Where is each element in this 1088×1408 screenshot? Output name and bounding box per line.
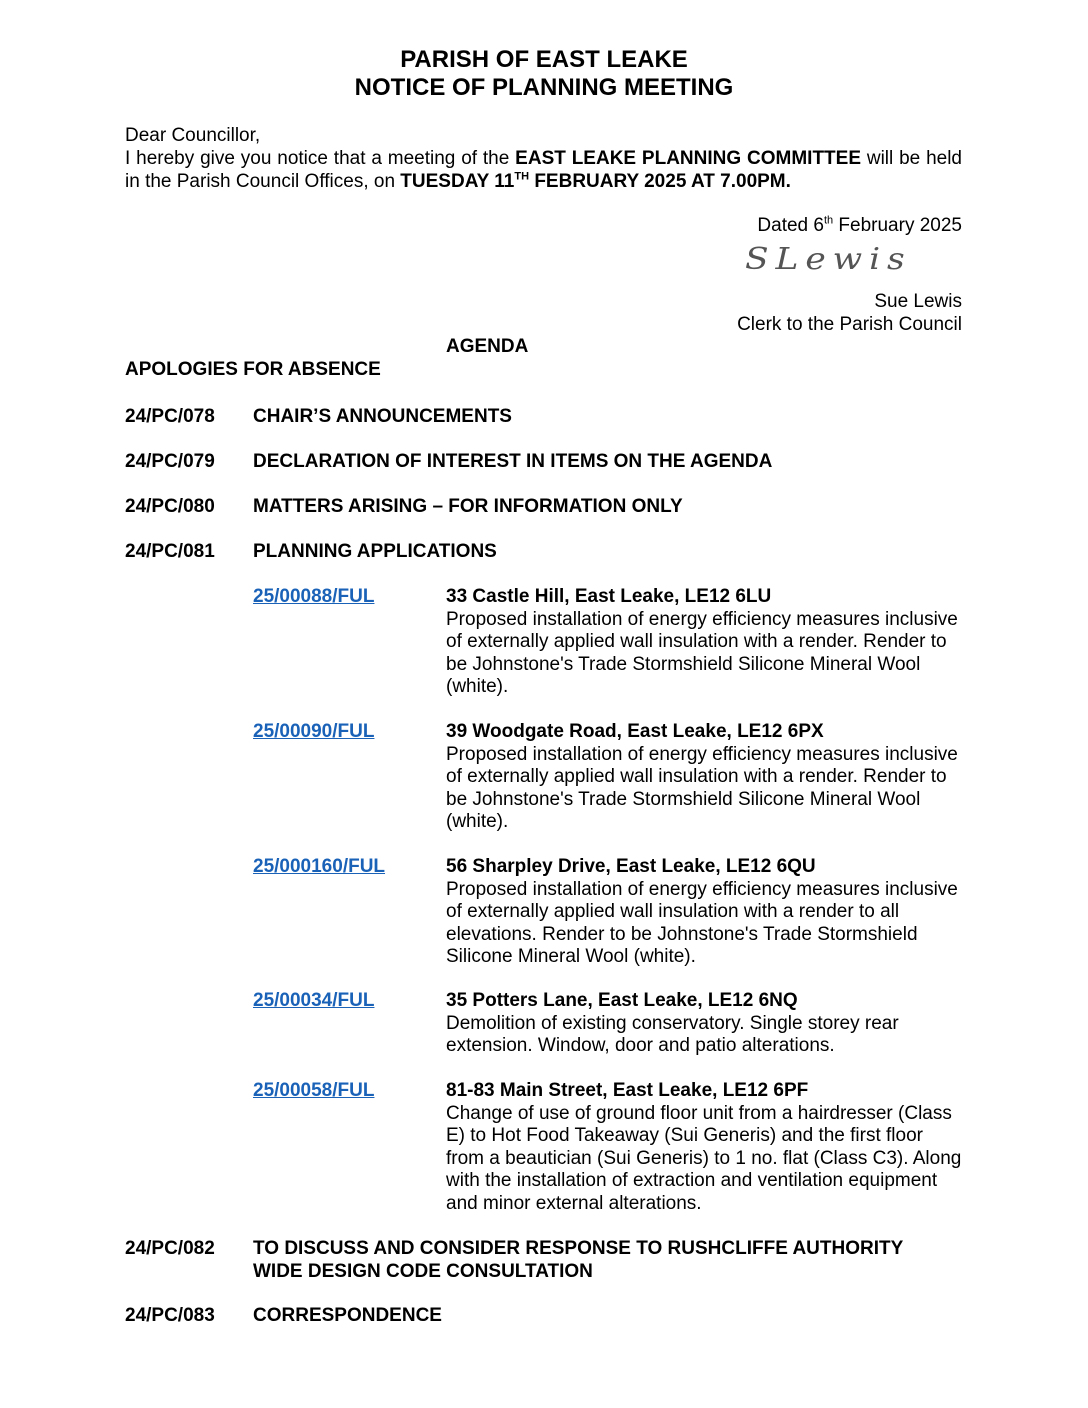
agenda-item-ref: 24/PC/083 (125, 1305, 215, 1326)
application-details (446, 1080, 966, 1215)
application-details (446, 586, 966, 699)
application-details (446, 856, 966, 969)
application-description: Demolition of existing conservatory. Single storey rear extension. Window, door and patio alterations. (446, 1012, 899, 1056)
application-description: Proposed installation of energy efficiency measures inclusive of externally applied wall insulation with a render. Render to be Johnstone's Trade Stormshield Silicone Mineral Wool (white). (446, 608, 958, 697)
clerk-name: Sue Lewis (874, 291, 962, 312)
agenda-item-title: CHAIR’S ANNOUNCEMENTS (253, 406, 512, 427)
application-address: 33 Castle Hill, East Leake, LE12 6LU (446, 586, 772, 607)
application-description: Proposed installation of energy efficiency measures inclusive of externally applied wall insulation with a render. Render to be Johnstone's Trade Stormshield Silicone Mineral Wool (white). (446, 743, 958, 832)
application-address: 39 Woodgate Road, East Leake, LE12 6PX (446, 721, 824, 742)
title-line-2: NOTICE OF PLANNING MEETING (354, 74, 734, 101)
agenda-item-title: DECLARATION OF INTEREST IN ITEMS ON THE AGENDA (253, 451, 773, 472)
agenda-item-title: PLANNING APPLICATIONS (253, 541, 497, 562)
title-line-1: PARISH OF EAST LEAKE (400, 46, 688, 73)
clerk-role: Clerk to the Parish Council (737, 314, 962, 335)
application-address: 56 Sharpley Drive, East Leake, LE12 6QU (446, 856, 816, 877)
agenda-item-ref: 24/PC/079 (125, 451, 215, 472)
application-address: 35 Potters Lane, East Leake, LE12 6NQ (446, 990, 798, 1011)
agenda-item-title: CORRESPONDENCE (253, 1305, 442, 1326)
application-link[interactable]: 25/00034/FUL (253, 990, 375, 1011)
intro-text: will be held in the Parish Council Offices, on (125, 148, 962, 192)
agenda-item-title: TO DISCUSS AND CONSIDER RESPONSE TO RUSHCLIFFE AUTHORITY WIDE DESIGN CODE CONSULTATION (253, 1238, 903, 1282)
agenda-item-ref: 24/PC/082 (125, 1238, 215, 1259)
agenda-item-ref: 24/PC/078 (125, 406, 215, 427)
application-description: Change of use of ground floor unit from a hairdresser (Class E) to Hot Food Takeaway (Sui Generis) and the first floor from a beautician (Sui Generis) to 1 no. flat (Class C3). Along with the installation of extraction and ventilation equipment and minor external alterations. (446, 1102, 962, 1214)
agenda-item-ref: 24/PC/080 (125, 496, 215, 517)
application-details (446, 721, 966, 834)
agenda-item-ref: 24/PC/081 (125, 541, 215, 562)
agenda-item-title: MATTERS ARISING – FOR INFORMATION ONLY (253, 496, 683, 517)
intro-paragraph (125, 148, 962, 193)
application-link[interactable]: 25/00058/FUL (253, 1080, 375, 1101)
salutation: Dear Councillor, (125, 125, 261, 146)
application-description: Proposed installation of energy efficiency measures inclusive of externally applied wall insulation with a render to all elevations. Render to be Johnstone's Trade Stormshield Silicone Mineral Wool (white). (446, 878, 958, 967)
apologies-heading: APOLOGIES FOR ABSENCE (125, 359, 381, 380)
agenda-heading: AGENDA (446, 336, 529, 357)
application-link[interactable]: 25/00090/FUL (253, 721, 375, 742)
intro-text: I hereby give you notice that a meeting of the (125, 148, 516, 169)
committee-name: EAST LEAKE PLANNING COMMITTEE (515, 148, 861, 169)
dated-line: Dated 6th February 2025 (757, 214, 962, 236)
signature: SLewis (745, 242, 912, 277)
application-link[interactable]: 25/00088/FUL (253, 586, 375, 607)
application-address: 81-83 Main Street, East Leake, LE12 6PF (446, 1080, 809, 1101)
application-details (446, 990, 966, 1058)
application-link[interactable]: 25/000160/FUL (253, 856, 386, 877)
meeting-date: TUESDAY 11TH FEBRUARY 2025 AT 7.00PM. (400, 170, 791, 192)
